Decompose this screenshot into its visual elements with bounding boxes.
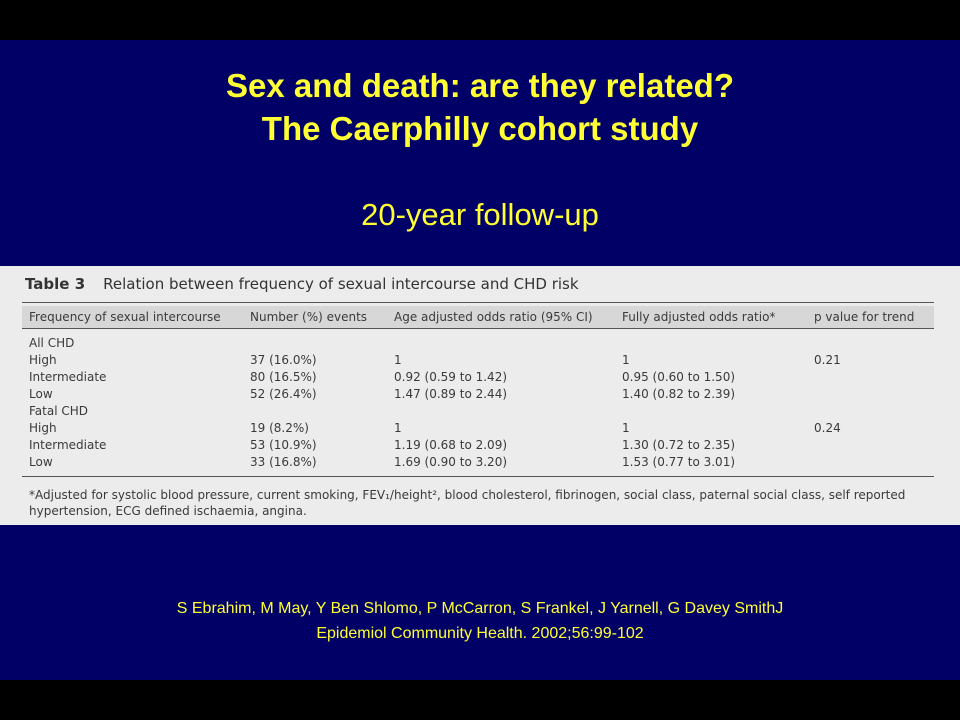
table-header-cell: Number (%) events xyxy=(250,310,368,324)
table-cell: 1.40 (0.82 to 2.39) xyxy=(622,387,736,401)
table-cell: 1.30 (0.72 to 2.35) xyxy=(622,438,736,452)
table-cell: 1 xyxy=(394,421,402,435)
slide-title-line-1: Sex and death: are they related? xyxy=(225,67,734,104)
table-cell: 80 (16.5%) xyxy=(250,370,317,384)
table-row-label: Intermediate xyxy=(29,438,107,452)
table-header-rule xyxy=(22,328,934,329)
table-footnote-line-1: *Adjusted for systolic blood pressure, current smoking, FEV₁/height², blood cholesterol, fibrinogen, social class, paternal social class, self reported xyxy=(29,488,906,502)
table-row-label: Intermediate xyxy=(29,370,107,384)
table-caption xyxy=(25,275,579,293)
table-row-label: High xyxy=(29,353,57,367)
table-cell: 1 xyxy=(394,353,402,367)
table-top-rule xyxy=(22,302,934,303)
table-cell: 1.53 (0.77 to 3.01) xyxy=(622,455,736,469)
table-row-label: Fatal CHD xyxy=(29,404,89,418)
table-cell: 1.69 (0.90 to 3.20) xyxy=(394,455,508,469)
table-cell: 37 (16.0%) xyxy=(250,353,317,367)
table-header-cell: Fully adjusted odds ratio* xyxy=(622,310,776,324)
table-cell: 1 xyxy=(622,421,630,435)
table-header-cell: p value for trend xyxy=(814,310,915,324)
table-header-cell: Frequency of sexual intercourse xyxy=(29,310,221,324)
slide-title-line-2: The Caerphilly cohort study xyxy=(261,110,699,147)
table-header-cell: Age adjusted odds ratio (95% CI) xyxy=(394,310,593,324)
table-caption-text: Relation between frequency of sexual intercourse and CHD risk xyxy=(103,275,579,293)
table-bottom-rule xyxy=(22,476,934,477)
slide xyxy=(0,40,960,680)
citation-authors: S Ebrahim, M May, Y Ben Shlomo, P McCarron, S Frankel, J Yarnell, G Davey SmithJ xyxy=(176,600,784,617)
table-row-label: High xyxy=(29,421,57,435)
table-cell: 0.21 xyxy=(814,353,841,367)
results-table xyxy=(0,266,960,525)
table-label: Table 3 xyxy=(25,275,86,293)
table-cell: 1 xyxy=(622,353,630,367)
table-cell: 52 (26.4%) xyxy=(250,387,317,401)
slide-subtitle: 20-year follow-up xyxy=(361,197,599,232)
table-cell: 33 (16.8%) xyxy=(250,455,317,469)
table-row-label: Low xyxy=(29,455,53,469)
table-cell: 53 (10.9%) xyxy=(250,438,317,452)
table-cell: 0.24 xyxy=(814,421,841,435)
table-cell: 1.19 (0.68 to 2.09) xyxy=(394,438,508,452)
table-cell: 19 (8.2%) xyxy=(250,421,309,435)
citation-journal: Epidemiol Community Health. 2002;56:99-102 xyxy=(316,625,644,642)
table-footnote xyxy=(29,487,909,519)
table-cell: 0.95 (0.60 to 1.50) xyxy=(622,370,736,384)
table-footnote-line-2: hypertension, ECG defined ischaemia, angina. xyxy=(29,504,307,518)
table-cell: 1.47 (0.89 to 2.44) xyxy=(394,387,508,401)
table-cell: 0.92 (0.59 to 1.42) xyxy=(394,370,508,384)
table-row-label: All CHD xyxy=(29,336,75,350)
table-row-label: Low xyxy=(29,387,53,401)
